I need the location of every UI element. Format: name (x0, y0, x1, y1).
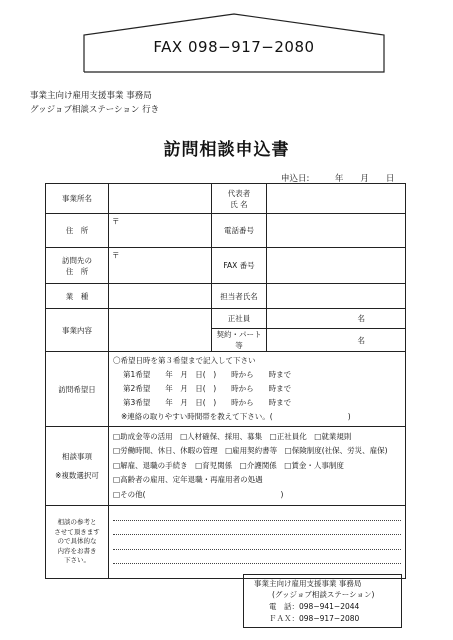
details-line (113, 535, 401, 550)
industry-field[interactable] (109, 284, 212, 309)
footer-phone: 電 話：098−941−2044 (269, 602, 360, 611)
consult-options-row2[interactable]: □労働時間、休日、休暇の管理 □雇用契約書等 □保険制度(社保、労災、雇保) (113, 446, 388, 456)
consult-multi-note: ※複数選択可 (55, 471, 99, 480)
footer-fax: ＦＡＸ：098−917−2080 (269, 614, 360, 623)
fax-number-header: FAX 098−917−2080 (153, 38, 315, 56)
details-label-line1: 相談の参考と (57, 518, 97, 527)
visit-wish-section (109, 352, 406, 427)
details-label-line3: ので具体的な (57, 537, 97, 546)
consult-items-label (46, 427, 109, 506)
contract-employee-count[interactable] (267, 329, 406, 352)
application-date: 申込日: 年 月 日 (281, 174, 395, 184)
recipient-station: グッジョブ相談ステーション 行き (30, 105, 160, 115)
regular-count-unit: 名 (357, 314, 365, 323)
consult-options-row4[interactable]: □高齢者の雇用、定年退職・再雇用者の処遇 (113, 475, 263, 485)
business-field[interactable] (109, 309, 212, 352)
address-field[interactable] (109, 214, 212, 248)
application-form (45, 183, 406, 579)
details-label-line2: させて頂きます (54, 527, 100, 536)
representative-label (212, 184, 267, 214)
rep-label-line1: 代表者 (227, 188, 251, 198)
footer-contact-box (243, 574, 402, 628)
wish-first[interactable]: 第1希望 年 月 日( ) 時から 時まで (123, 370, 292, 379)
visit-address-label (46, 248, 109, 284)
wish-contact-time[interactable]: ※連絡の取りやすい時間帯を教えて下さい。( ) (121, 412, 351, 421)
visit-label-line2: 住 所 (65, 266, 89, 276)
business-label: 事業内容 (46, 309, 109, 352)
details-line (113, 550, 401, 565)
postal-mark: 〒 (112, 217, 120, 226)
regular-employee-count[interactable] (267, 309, 406, 329)
fax-number-field[interactable] (267, 248, 406, 284)
fax-number-label: FAX 番号 (212, 248, 267, 284)
consult-label-text: 相談事項 (62, 452, 92, 461)
phone-field[interactable] (267, 214, 406, 248)
rep-label-line2: 氏 名 (230, 199, 248, 209)
footer-office: 事業主向け雇用支援事業 事務局 (254, 579, 362, 588)
contact-person-label: 担当者氏名 (212, 284, 267, 309)
details-line (113, 506, 401, 521)
details-label (46, 506, 109, 579)
details-label-line4: 内容をお書き (57, 546, 97, 555)
wish-instruction: 〇希望日時を第３希望まで記入して下さい (113, 356, 256, 365)
address-label: 住 所 (46, 214, 109, 248)
visit-postal-mark: 〒 (112, 251, 120, 260)
regular-employee-label: 正社員 (212, 309, 267, 329)
visit-label-line1: 訪問先の (62, 255, 92, 265)
details-field[interactable] (109, 506, 406, 579)
industry-label: 業 種 (46, 284, 109, 309)
wish-second[interactable]: 第2希望 年 月 日( ) 時から 時まで (123, 384, 292, 393)
company-name-field[interactable] (109, 184, 212, 214)
phone-label: 電話番号 (212, 214, 267, 248)
details-label-line5: 下さい。 (64, 556, 90, 565)
visit-address-field[interactable] (109, 248, 212, 284)
visit-wish-label: 訪問希望日 (46, 352, 109, 427)
company-name-label: 事業所名 (46, 184, 109, 214)
details-line (113, 521, 401, 536)
recipient-office: 事業主向け雇用支援事業 事務局 (30, 91, 152, 101)
consult-options-row1[interactable]: □助成金等の活用 □人材確保、採用、募集 □正社員化 □就業規則 (113, 431, 352, 441)
page-title: 訪問相談申込書 (163, 140, 290, 160)
contact-person-field[interactable] (267, 284, 406, 309)
consult-items-section (109, 427, 406, 506)
representative-name-field[interactable] (267, 184, 406, 214)
wish-third[interactable]: 第3希望 年 月 日( ) 時から 時まで (123, 398, 292, 407)
footer-station: (グッジョブ相談ステーション) (272, 590, 375, 599)
consult-options-row3[interactable]: □解雇、退職の手続き □育児関係 □介護関係 □賃金・人事制度 (113, 460, 344, 470)
contract-employee-label: 契約・パート等 (212, 329, 267, 352)
contract-count-unit: 名 (357, 335, 365, 345)
consult-options-row5[interactable]: □その他( ) (113, 489, 284, 499)
